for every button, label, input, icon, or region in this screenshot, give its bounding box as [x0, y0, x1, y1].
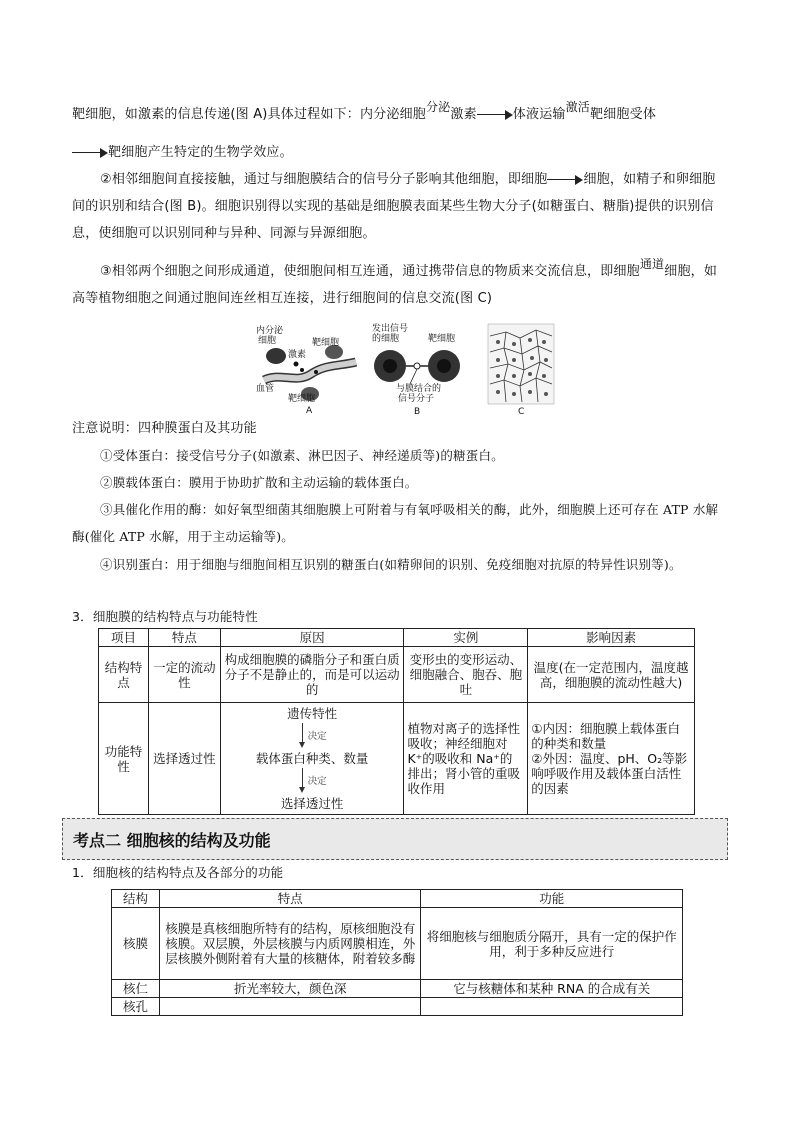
flow-link-label: 决定 — [307, 775, 327, 787]
table-cell: 选择透过性 — [148, 703, 220, 815]
channel-label: 通道 — [639, 257, 665, 271]
section-title: 考点二 细胞核的结构及功能 — [73, 831, 271, 850]
table-header: 特点 — [148, 629, 220, 647]
fig-a-label: 激素 — [288, 350, 307, 360]
table-header: 功能 — [421, 890, 683, 908]
paragraph-contact — [72, 166, 722, 247]
fig-b-caption: B — [414, 407, 421, 417]
para3-text-b: 细胞，如高等植物细胞之间通过胞间连丝相互连接，进行细胞间的信息交流(图 C) — [72, 264, 718, 306]
table-header-row — [99, 629, 695, 647]
intro-line2 — [72, 139, 722, 166]
note-item-carrier: ②膜载体蛋白：膜用于协助扩散和主动运输的载体蛋白。 — [100, 475, 418, 490]
note-item-recognition: ④识别蛋白：用于细胞与细胞间相互识别的糖蛋白(如精卵间的识别、免疫细胞对抗原的特异性识别等)。 — [100, 557, 682, 572]
fig-a-caption: A — [306, 406, 313, 416]
table-cell: 核孔 — [112, 998, 160, 1016]
table-header-row — [112, 890, 683, 908]
table-cell — [528, 703, 695, 815]
table-header: 项目 — [99, 629, 149, 647]
flow-step: 遗传特性 — [287, 706, 338, 721]
secrete-label: 分泌 — [425, 100, 451, 114]
flow-step: 选择透过性 — [280, 796, 344, 811]
table-row — [112, 980, 683, 998]
table-cell: 一定的流动性 — [148, 647, 220, 703]
note-title — [72, 415, 722, 442]
table-header: 原因 — [220, 629, 404, 647]
fig-a-label: 细胞 — [258, 336, 277, 346]
table-header: 结构 — [112, 890, 160, 908]
para2-text-a: ②相邻细胞间直接接触，通过与细胞膜结合的信号分子影响其他细胞，即细胞 — [100, 172, 548, 187]
table-header: 影响因素 — [528, 629, 695, 647]
intro-text-c: 体液运输 — [512, 107, 566, 122]
intro-text-a: 靶细胞，如激素的信息传递(图 A)具体过程如下：内分泌细胞 — [72, 107, 426, 122]
table-cell: 功能特性 — [99, 703, 149, 815]
endocrine-cell-icon — [266, 348, 286, 364]
arrow-icon — [477, 110, 513, 120]
factor-external: ②外因：温度、pH、O₂等影响呼吸作用及载体蛋白活性的因素 — [531, 751, 688, 796]
fig-a-label: 血管 — [256, 384, 275, 394]
fig-a-label: 靶细胞 — [312, 338, 340, 348]
fig-b-label: 靶细胞 — [428, 334, 456, 344]
cause-flow — [224, 706, 401, 811]
factor-internal: ①内因：细胞膜上载体蛋白的种类和数量 — [531, 721, 680, 751]
table-cell: 核膜是真核细胞所特有的结构，原核细胞没有核膜。双层膜，外层核膜与内质网膜相连，外层核膜外侧附着有大量的核糖体，附着较多酶 — [159, 908, 421, 980]
arrow-icon — [547, 175, 583, 185]
table-header: 实例 — [404, 629, 528, 647]
fig-b-label: 发出信号 — [372, 324, 409, 334]
down-arrow-icon — [298, 768, 308, 794]
note-item-receptor: ①受体蛋白：接受信号分子(如激素、淋巴因子、神经递质等)的糖蛋白。 — [100, 448, 504, 463]
arrow-icon — [72, 148, 108, 158]
table-cell: 构成细胞膜的磷脂分子和蛋白质分子不是静止的，而是可以运动的 — [220, 647, 404, 703]
section-header — [62, 818, 728, 860]
nucleus-table — [111, 889, 683, 1016]
figure-a — [256, 322, 362, 418]
intro-line1 — [72, 101, 722, 128]
note-item-enzyme: ③具催化作用的酶：如好氧型细菌其细胞膜上可附着与有氧呼吸相关的酶，此外，细胞膜上还可存在 ATP 水解酶(催化 ATP 水解，用于主动运输等)。 — [72, 502, 719, 544]
fig-b-label: 的细胞 — [372, 334, 400, 344]
table-cell: 它与核糖体和某种 RNA 的合成有关 — [421, 980, 683, 998]
s3-title: 3．细胞膜的结构特点与功能特性 — [72, 609, 258, 624]
table-row — [99, 647, 695, 703]
table-cell: 将细胞核与细胞质分隔开，具有一定的保护作用，利于多种反应进行 — [421, 908, 683, 980]
table-row — [112, 998, 683, 1016]
table-row — [99, 703, 695, 815]
figure-c — [486, 322, 556, 418]
intro-text-e: 靶细胞产生特定的生物学效应。 — [108, 145, 293, 160]
table-cell: 植物对离子的选择性吸收；神经细胞对 K⁺的吸收和 Na⁺的排出；肾小管的重吸收作用 — [404, 703, 528, 815]
table-cell: 变形虫的变形运动、细胞融合、胞吞、胞吐 — [404, 647, 528, 703]
table-cell: 温度(在一定范围内，温度越高，细胞膜的流动性越大) — [528, 647, 695, 703]
table-cell: 核膜 — [112, 908, 160, 980]
flow-cell — [220, 703, 404, 815]
note-title-text: 注意说明：四种膜蛋白及其功能 — [72, 421, 257, 436]
fig-b-label: 信号分子 — [398, 394, 435, 404]
flow-step: 载体蛋白种类、数量 — [255, 751, 369, 766]
table-cell — [159, 998, 421, 1016]
fig-c-caption: C — [518, 407, 525, 417]
fig-a-label: 内分泌 — [256, 326, 284, 336]
table-cell: 结构特点 — [99, 647, 149, 703]
s4-title: 1．细胞核的结构特点及各部分的功能 — [72, 865, 284, 880]
para2-text-b: 细胞，如精子和卵细胞间的识别和结合(图 B)。细胞识别得以实现的基础是细胞膜表面某些生物大分子(如糖蛋白、糖脂)提供的识别信息，使细胞可以识别同种与异种、同源与异源细胞。 — [72, 172, 716, 241]
membrane-properties-table — [98, 628, 695, 815]
table-cell: 折光率较大，颜色深 — [159, 980, 421, 998]
flow-link-label: 决定 — [307, 730, 327, 742]
plant-cells-diagram — [486, 322, 556, 406]
table-cell: 核仁 — [112, 980, 160, 998]
figure-b — [370, 322, 468, 418]
table-cell — [421, 998, 683, 1016]
fig-b-label: 与膜结合的 — [396, 384, 442, 394]
table-row — [112, 908, 683, 980]
fig-a-label: 靶细胞 — [288, 394, 316, 404]
para3-text-a: ③相邻两个细胞之间形成通道，使细胞间相互连通，通过携带信息的物质来交流信息，即细胞 — [100, 264, 640, 279]
activate-label: 激活 — [565, 100, 591, 114]
intro-text-d: 靶细胞受体 — [590, 107, 657, 122]
intro-text-b: 激素 — [450, 107, 477, 122]
down-arrow-icon — [298, 723, 308, 749]
paragraph-channel — [72, 258, 722, 312]
table-header: 特点 — [159, 890, 421, 908]
